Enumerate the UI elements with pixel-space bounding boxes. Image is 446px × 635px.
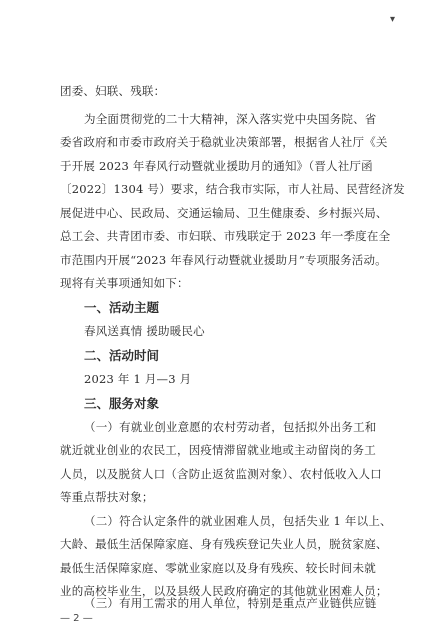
text-line: 〔2022〕1304 号）要求，结合我市实际，市人社局、民营经济发 xyxy=(60,182,405,196)
text-line: 大龄、最低生活保障家庭、身有残疾登记失业人员，脱贫家庭、 xyxy=(60,537,388,551)
text-line: （一）有就业创业意愿的农村劳动者，包括拟外出务工和 xyxy=(84,420,377,434)
text-line: 等重点帮扶对象； xyxy=(60,490,154,504)
corner-mark: ▾ xyxy=(390,14,396,25)
section-heading-time: 二、活动时间 xyxy=(84,348,160,363)
text-line: 现将有关事项通知如下： xyxy=(60,276,189,290)
text-line: 团委、妇联、残联： xyxy=(60,84,166,98)
text-line: 业的高校毕业生，以及县级人民政府确定的其他就业困难人员； xyxy=(60,584,388,598)
text-line: 委省政府和市委市政府关于稳就业决策部署，根据省人社厅《关 xyxy=(60,135,388,149)
text-line: 就近就业创业的农民工，因疫情滞留就业地或主动留岗的务工 xyxy=(60,443,376,457)
text-line: 最低生活保障家庭、零就业家庭以及身有残疾、较长时间未就 xyxy=(60,561,376,575)
section-heading-targets: 三、服务对象 xyxy=(84,396,160,411)
section-heading-theme: 一、活动主题 xyxy=(84,300,160,315)
text-line: （二）符合认定条件的就业困难人员，包括失业 1 年以上、 xyxy=(84,514,392,528)
text-line: 市范围内开展“2023 年春风行动暨就业援助月”专项服务活动。 xyxy=(60,253,387,267)
text-line: 展促进中心、民政局、交通运输局、卫生健康委、乡村振兴局、 xyxy=(60,206,388,220)
section-text-time: 2023 年 1 月—3 月 xyxy=(84,372,192,386)
section-text-theme: 春风送真情 援助暖民心 xyxy=(84,324,205,338)
text-line: 为全面贯彻党的二十大精神，深入落实党中央国务院、省 xyxy=(84,112,377,126)
text-line: 总工会、共青团市委、市妇联、市残联定于 2023 年一季度在全 xyxy=(60,229,391,243)
page-number: — 2 — xyxy=(60,613,93,624)
text-line: 人员，以及脱贫人口（含防止返贫监测对象）、农村低收入人口 xyxy=(60,467,382,481)
text-line: （三）有用工需求的用人单位，特别是重点产业链供应链 xyxy=(84,596,377,610)
text-line: 于开展 2023 年春风行动暨就业援助月的通知》（晋人社厅函 xyxy=(60,159,373,173)
